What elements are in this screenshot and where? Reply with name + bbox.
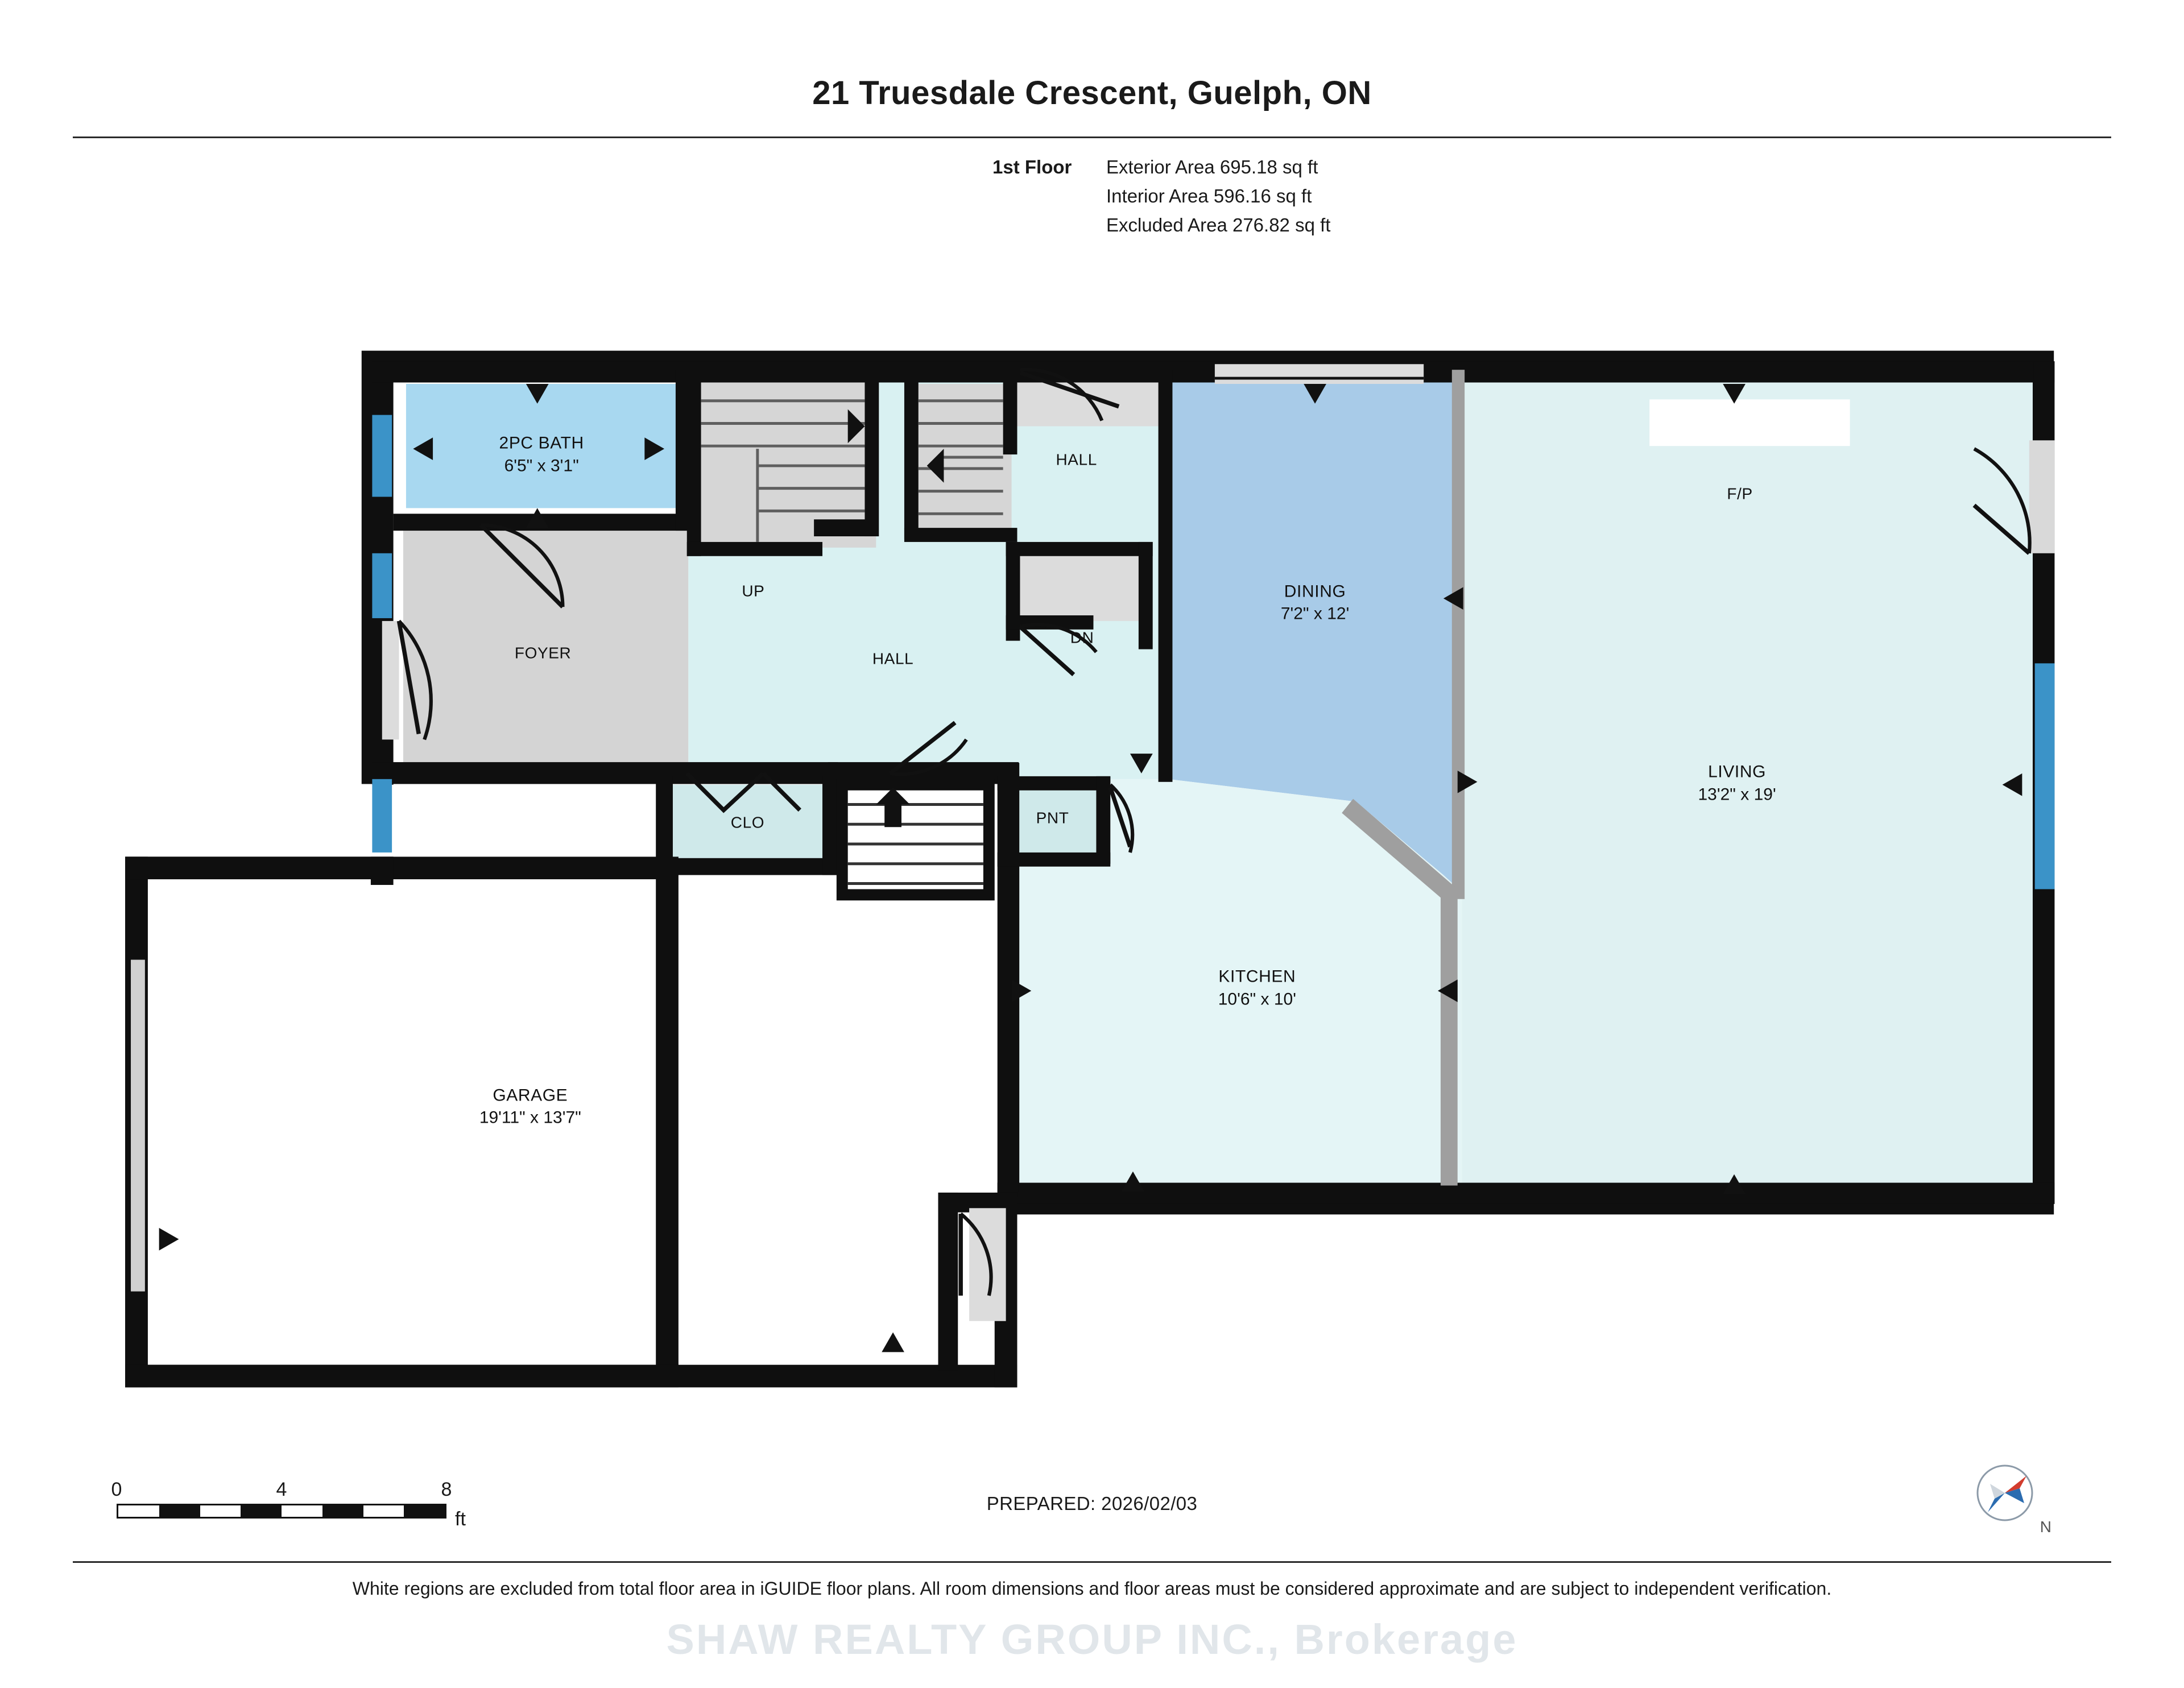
footer-divider — [73, 1561, 2111, 1563]
bath-fill — [406, 384, 685, 508]
room-dimensions: 19'11" x 13'7" — [479, 1108, 581, 1127]
pantry-fill — [1009, 785, 1102, 858]
room-name: LIVING — [1708, 762, 1767, 781]
room-dimensions: 10'6" x 10' — [1218, 990, 1296, 1009]
room-name: PNT — [1036, 809, 1069, 827]
basement-stair-box — [842, 785, 989, 895]
wall-pantry-bottom — [998, 853, 1111, 867]
garage-side-door-opening — [969, 1208, 1006, 1321]
stair-dn-fill — [1015, 553, 1150, 621]
wall-bottom-right — [998, 1183, 2055, 1204]
room-name: HALL — [1056, 450, 1097, 469]
wall-dn-bottom — [1006, 615, 1094, 630]
window-left-lower — [372, 779, 392, 853]
wall-dining-left — [1159, 370, 1173, 782]
room-name: DINING — [1284, 582, 1346, 601]
exterior-area: Exterior Area 695.18 sq ft — [1106, 156, 1318, 177]
room-name: FOYER — [514, 644, 572, 662]
floor-label: 1st Floor — [992, 156, 1072, 177]
wall-stair-bottom — [687, 542, 822, 556]
excluded-area: Excluded Area 276.82 sq ft — [1106, 214, 1331, 236]
wall-pantry-top — [998, 776, 1111, 791]
compass-rose — [1965, 1453, 2051, 1536]
disclaimer-text: White regions are excluded from total floor area in iGUIDE floor plans. All room dimensions and floor areas must be considered approximate and are subject to independent verification. — [352, 1578, 1832, 1599]
front-door-opening — [382, 621, 399, 739]
fireplace-recess — [1649, 399, 1850, 446]
window-living-right — [2035, 663, 2055, 889]
foyer-fill — [403, 529, 688, 762]
brokerage-watermark: SHAW REALTY GROUP INC., Brokerage — [666, 1616, 1518, 1663]
scale-tick-2: 8 — [441, 1479, 452, 1500]
wall-shaft-bottom — [904, 528, 1017, 542]
wall-closet-bottom — [656, 858, 839, 875]
room-name: GARAGE — [493, 1085, 568, 1104]
divider-dining-living — [1452, 370, 1465, 899]
wall-shaft-left — [904, 370, 919, 539]
scale-unit: ft — [455, 1508, 466, 1530]
room-name: DN — [1070, 628, 1094, 647]
garage-wall-top — [125, 857, 394, 879]
wall-shaft-right — [1003, 370, 1017, 454]
room-dimensions: 6'5" x 3'1" — [504, 456, 579, 475]
page-title: 21 Truesdale Crescent, Guelph, ON — [812, 75, 1372, 111]
wall-dn-top — [1006, 542, 1153, 556]
garage-wall-inner — [938, 1193, 958, 1371]
window-bath — [372, 415, 392, 497]
wall-stair-right — [864, 370, 879, 536]
living-room-fill — [1462, 370, 2043, 1193]
scale-tick-0: 0 — [111, 1479, 122, 1500]
room-dimensions: 7'2" x 12' — [1280, 604, 1350, 623]
compass-north-label: N — [2040, 1518, 2051, 1536]
wall-top — [372, 361, 2054, 382]
interior-area: Interior Area 596.16 sq ft — [1106, 185, 1312, 207]
room-name: KITCHEN — [1218, 967, 1296, 986]
window-foyer — [372, 553, 392, 618]
wall-pantry-right — [1096, 776, 1110, 864]
garage-wall-bottom — [125, 1365, 1017, 1388]
garage-wall-notch — [371, 857, 394, 885]
garage-door-opening — [131, 959, 145, 1291]
wall-stair-left — [687, 370, 701, 556]
prepared-date: PREPARED: 2026/02/03 — [986, 1493, 1198, 1514]
room-name: 2PC BATH — [499, 433, 584, 453]
room-dimensions: 13'2" x 19' — [1698, 785, 1776, 804]
room-name: HALL — [872, 649, 914, 668]
door-living-patio — [2029, 440, 2055, 553]
closet-fill — [667, 785, 831, 864]
wall-stair-step — [814, 519, 873, 536]
wall-dn-right — [1139, 542, 1153, 649]
compass-icon — [1965, 1453, 2045, 1533]
front-entry-opening — [1215, 364, 1424, 384]
room-name: F/P — [1727, 485, 1753, 503]
scale-tick-1: 4 — [276, 1479, 287, 1500]
garage-fill — [136, 868, 667, 1376]
room-name: UP — [742, 582, 765, 600]
room-name: CLO — [730, 813, 765, 831]
